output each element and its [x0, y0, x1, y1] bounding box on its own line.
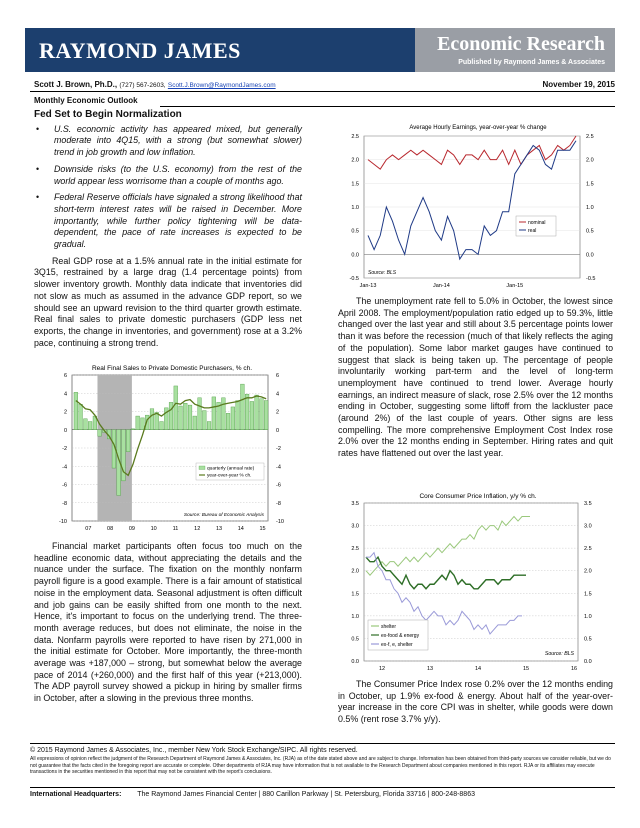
chart-title: Core Consumer Price Inflation, y/y % ch. — [419, 493, 537, 500]
y-tick-label-right: 0.5 — [586, 228, 594, 235]
paragraph-gdp: Real GDP rose at a 1.5% annual rate in the initial estimate for 3Q15, restrained by a large drag (1.4 percentage points) from slower inventory growth. Monthly data indicate that inventories did not slow as much as assumed in the advance GDP report, so we should see an upward revision to the third quarter growth estimate. Real final sales to private domestic purchasers (GDP less net exports, the change in inventories, and government) rose at a 3.2% pace, continuing a strong trend. — [34, 255, 302, 348]
y-tick-label-right: 3.0 — [584, 523, 592, 530]
x-tick-label: 13 — [215, 526, 223, 532]
y-tick-label: 4 — [63, 391, 67, 398]
bar — [183, 403, 187, 429]
bar — [202, 411, 206, 430]
y-tick-label-right: 1.0 — [584, 613, 592, 620]
bar — [84, 419, 88, 430]
y-tick-label: 1.0 — [351, 613, 359, 620]
hq-label: International Headquarters: — [30, 791, 122, 798]
chart-source: Source: Bureau of Economic Analysis — [183, 513, 264, 518]
y-tick-label-right: 1.0 — [586, 205, 594, 211]
bar — [179, 406, 183, 430]
y-tick-label-right: 2.5 — [586, 134, 594, 140]
bar — [193, 416, 197, 430]
paragraph-cpi: The Consumer Price Index rose 0.2% over the 12 months ending in October, up 1.9% ex-food & energy. About half of the year-over-year increase in the core CPI was in shelter, while goods were down 0.5% (rent rose 3.7% y/y). — [338, 679, 613, 725]
legend-label: nominal — [528, 220, 546, 226]
bar — [150, 409, 154, 430]
x-tick-label: 13 — [426, 666, 434, 672]
legend-label: ex-f, e, shelter — [381, 642, 413, 648]
y-tick-label-right: 1.5 — [584, 591, 592, 598]
x-tick-label: 15 — [259, 526, 266, 532]
copyright: © 2015 Raymond James & Associates, Inc., member New York Stock Exchange/SIPC. All rights reserved. — [30, 747, 358, 754]
y-tick-label-right: 3.5 — [584, 501, 592, 507]
bar — [212, 397, 216, 430]
y-tick-label: 2.5 — [351, 134, 359, 140]
y-tick-label-right: 0 — [276, 427, 280, 434]
y-tick-label-right: -0.5 — [586, 276, 596, 282]
bullet-item: • Federal Reserve officials have signaled a strong likelihood that short-term interest rates will be raised in December. More importantly, while further policy tightening will be data-dependent, the pace of rate increases is expected to be gradual. — [36, 192, 302, 250]
bar — [255, 395, 259, 430]
report-date: November 19, 2015 — [542, 80, 615, 89]
y-tick-label: 0 — [63, 427, 67, 434]
core-cpi-chart — [338, 487, 614, 677]
x-tick-label: Jan-14 — [432, 283, 450, 289]
y-tick-label: 1.5 — [351, 181, 359, 188]
chart-legend — [196, 463, 264, 480]
x-tick-label: 12 — [194, 526, 201, 532]
x-tick-label: 15 — [522, 666, 530, 672]
y-tick-label: -10 — [59, 519, 67, 525]
banner-right — [415, 28, 615, 72]
chart-title: Real Final Sales to Private Domestic Purchasers, % ch. — [91, 365, 253, 372]
bar — [207, 422, 211, 430]
y-tick-label: 0.5 — [351, 636, 359, 643]
y-tick-label: -2 — [62, 446, 67, 452]
y-tick-label-right: 4 — [276, 391, 280, 398]
bar — [155, 412, 159, 429]
y-tick-label: 6 — [63, 373, 67, 379]
bullet-dot-icon: • — [36, 123, 40, 134]
y-tick-label: 3.5 — [351, 501, 359, 507]
y-tick-label: 0.5 — [351, 228, 359, 235]
header-banner — [25, 28, 615, 72]
y-tick-label-right: 2.0 — [584, 568, 592, 575]
left-column — [34, 109, 302, 349]
legend-label: shelter — [381, 624, 397, 630]
company-logo: RAYMOND JAMES — [39, 38, 241, 63]
y-tick-label: 2.0 — [351, 157, 359, 164]
bar — [221, 398, 225, 430]
bar — [98, 430, 102, 436]
y-tick-label: -0.5 — [349, 276, 359, 282]
banner-left — [25, 28, 413, 72]
hq-address: The Raymond James Financial Center | 880 Carillon Parkway | St. Petersburg, Florida 33716 | 800-248-8863 — [137, 791, 475, 798]
x-tick-label: Jan-13 — [359, 283, 377, 289]
paragraph-markets: Financial market participants often focus too much on the headline economic data, without appreciating the details and the nuance under the surface. The fixation on the monthly nonfarm payroll figure is a good example. There is a fair amount of statistical noise in the employment data. Seasonal adjustment is often difficult and job gains can be easily shifted from one month to the next. Hence, it's important to focus on the underlying trend. The three-month average reduces, but does not eliminate, the noise in the data. Nonfarm payrolls were reported to have risen by 271,000 in the initial estimate for October. More importantly, the three-month average was +187,000 – strong, but somewhat below the average pace of 2014 (+260,000) and the first half of this year (+213,000). The ADP payroll survey showed a pickup in hiring by smaller firms in October, after a slowing in the previous three months. — [34, 541, 302, 704]
bullet-dot-icon: • — [36, 192, 40, 203]
y-tick-label: 3.0 — [351, 523, 359, 530]
bar — [169, 402, 173, 429]
paragraph-unemployment: The unemployment rate fell to 5.0% in October, the lowest since April 2008. The employment/population ratio edged up to 59.3%, little changed over the last year and still about 3.5 percentage points lower than it was before the recession (much of that likely reflects the aging of the population). Some labor market gauges have continued to suggest that slack is being taken up. The percentage of people involuntarily working part-term and the level of long-term unemployment have continued to trend lower. Average hourly earnings, an indirect measure of slack, rose 2.5% over the 12 months ending in October, suggesting some liftoff from the lackluster pace (around 2%) of the last couple of years. Other signs are less compelling. The more comprehensive Employment Cost Index rose 2.0% over the 12 months ending in September. Hiring rates and quit rates have flattened out over the last year. — [338, 296, 613, 459]
bullet-item: • Downside risks (to the U.S. economy) from the rest of the world appear less worrisome than a couple of months ago. — [36, 163, 302, 186]
author-phone: (727) 567-2603, — [119, 82, 166, 89]
x-tick-label: 16 — [570, 666, 578, 672]
bar — [131, 429, 135, 430]
bar — [245, 394, 249, 430]
hourly-earnings-chart — [338, 118, 614, 294]
bar — [174, 386, 178, 430]
y-tick-label: 2.0 — [351, 568, 359, 575]
legend-swatch-bar — [199, 466, 205, 470]
y-tick-label-right: 2 — [276, 409, 280, 416]
bar — [241, 384, 245, 430]
y-tick-label: 1.5 — [351, 591, 359, 598]
chart-legend — [368, 620, 428, 650]
y-tick-label-right: 0.0 — [586, 252, 594, 259]
y-tick-label: 2 — [63, 409, 67, 416]
bar — [136, 416, 140, 430]
y-tick-label-right: 2.0 — [586, 157, 594, 164]
author-byline — [34, 80, 276, 89]
x-tick-label: 09 — [128, 526, 135, 532]
footer — [30, 743, 615, 776]
bar — [226, 413, 230, 429]
bullet-dot-icon: • — [36, 163, 40, 174]
final-sales-chart — [36, 361, 304, 533]
y-tick-label-right: 1.5 — [586, 181, 594, 188]
bar — [260, 399, 264, 430]
chart-legend — [516, 216, 556, 236]
x-tick-label: 14 — [237, 526, 244, 532]
y-tick-label: 2.5 — [351, 546, 359, 553]
report-title: Economic Research — [437, 33, 605, 55]
bar — [264, 401, 268, 430]
y-tick-label: -6 — [62, 482, 67, 489]
x-tick-label: Jan-15 — [506, 283, 524, 289]
disclaimer: All expressions of opinion reflect the judgment of the Research Department of Raymond James & Associates, Inc. (RJA) as of the date stated above and are subject to change. Information has been obtained from third-party sources we consider reliable, but we do not guarantee that the facts cited in the foregoing report are accurate or complete. Other departments of RJA may have information that is not available to the Research Department about companies mentioned in this report. RJA or its affiliates may execute transactions in the securities mentioned in this report that may not be consistent with the report's conclusions. — [30, 756, 611, 775]
y-tick-label: 1.0 — [351, 205, 359, 211]
bar — [250, 401, 254, 429]
report-subtitle: Published by Raymond James & Associates — [458, 59, 605, 66]
bar — [198, 398, 202, 430]
y-tick-label-right: 2.5 — [584, 546, 592, 553]
bar — [126, 430, 130, 452]
y-tick-label: -8 — [62, 500, 67, 507]
y-tick-label-right: 0.0 — [584, 659, 592, 665]
bar — [231, 407, 235, 430]
y-tick-label: 0.0 — [351, 659, 359, 665]
y-tick-label-right: -8 — [276, 500, 281, 507]
author-email-link[interactable]: Scott.J.Brown@RaymondJames.com — [167, 82, 276, 89]
x-tick-label: 08 — [107, 526, 114, 532]
y-tick-label: -4 — [62, 464, 67, 471]
section-divider — [160, 106, 615, 107]
y-tick-label-right: -6 — [276, 482, 281, 489]
y-tick-label: 0.0 — [351, 252, 359, 259]
headquarters-line — [30, 787, 615, 798]
bar — [141, 418, 145, 430]
x-tick-label: 07 — [85, 526, 92, 532]
chart-source: Source: BLS — [368, 270, 397, 276]
bar — [79, 404, 83, 430]
header-divider — [30, 91, 615, 92]
bar — [160, 422, 164, 430]
x-tick-label: 14 — [474, 666, 482, 672]
paragraph-markets-wrap — [34, 541, 302, 705]
y-tick-label-right: 6 — [276, 373, 280, 379]
bar — [188, 405, 192, 430]
author-name: Scott J. Brown, Ph.D., — [34, 80, 118, 89]
x-tick-label: 11 — [172, 526, 179, 532]
y-tick-label-right: -2 — [276, 446, 281, 452]
bar — [236, 401, 240, 430]
article-heading: Fed Set to Begin Normalization — [34, 109, 182, 120]
section-label: Monthly Economic Outlook — [34, 96, 138, 105]
legend-label: ex-food & energy — [381, 633, 420, 639]
chart-title: Average Hourly Earnings, year-over-year % change — [409, 125, 547, 131]
x-tick-label: 10 — [150, 526, 157, 532]
legend-label: real — [528, 228, 537, 234]
y-tick-label-right: -4 — [276, 464, 281, 471]
bar — [88, 422, 92, 430]
y-tick-label-right: -10 — [276, 519, 284, 525]
x-tick-label: 12 — [378, 666, 386, 672]
paragraph-unemployment-wrap — [338, 296, 613, 460]
paragraph-cpi-wrap — [338, 679, 613, 726]
legend-label: quarterly (annual rate) — [207, 466, 255, 472]
y-tick-label-right: 0.5 — [584, 636, 592, 643]
bar — [74, 392, 78, 429]
chart-source: Source: BLS — [544, 651, 574, 657]
legend-label: year-over-year % ch. — [207, 473, 252, 479]
bullet-item: • U.S. economic activity has appeared mixed, but generally moderate into 4Q15, with a strong (but somewhat slower) trend in job growth and low inflation. — [36, 123, 302, 158]
